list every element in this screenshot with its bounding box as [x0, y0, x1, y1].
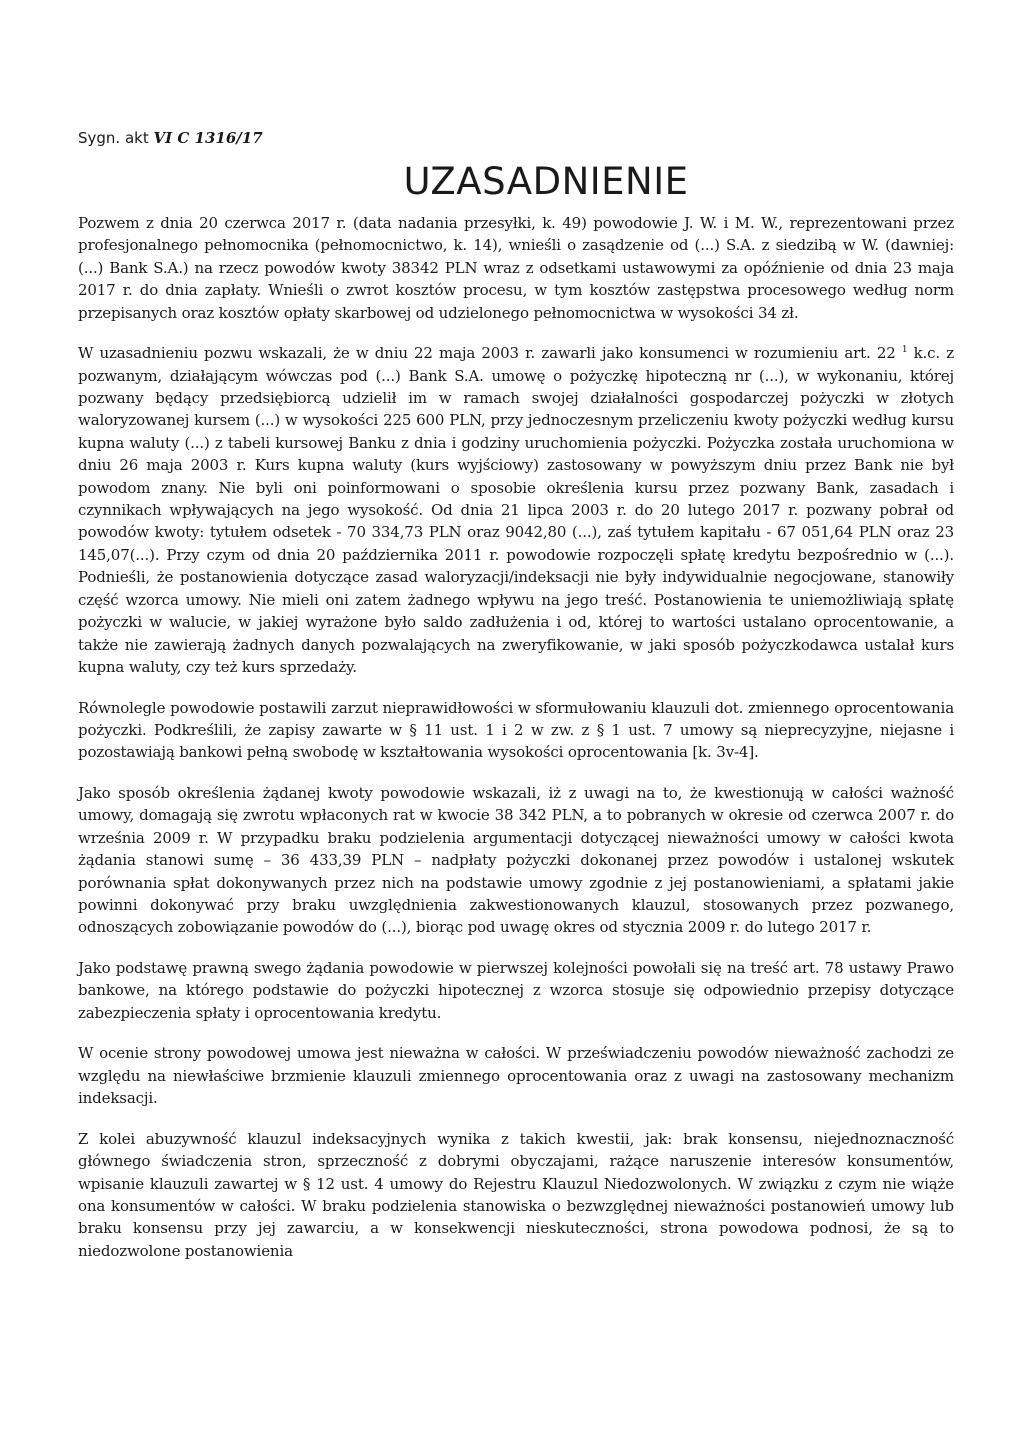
paragraph-2 — [78, 342, 954, 678]
case-reference — [78, 128, 954, 148]
paragraph-5: Jako podstawę prawną swego żądania powodowie w pierwszej kolejności powołali się na treść art. 78 ustawy Prawo bankowe, na którego podstawie do pożyczki hipotecznej z wzorca stosuje się odpowiednio przepisy dotyczące zabezpieczenia spłaty i oprocentowania kredytu. — [78, 958, 954, 1022]
paragraph-2-text-a: W uzasadnieniu pozwu wskazali, że w dniu 22 maja 2003 r. zawarli jako konsumenci w rozumieniu art. 22 — [78, 344, 896, 363]
case-reference-prefix: Sygn. akt — [78, 129, 154, 147]
paragraph-6: W ocenie strony powodowej umowa jest nieważna w całości. W przeświadczeniu powodów nieważność zachodzi ze względu na niewłaściwe brzmienie klauzuli zmiennego oprocentowania oraz z uwagi na zastosowany mechanizm indeksacji. — [78, 1044, 954, 1108]
document-page — [78, 128, 954, 1262]
paragraph-1: Pozwem z dnia 20 czerwca 2017 r. (data nadania przesyłki, k. 49) powodowie J. W. i M. W., reprezentowani przez profesjonalnego pełnomocnika (pełnomocnictwo, k. 14), wnieśli o zasądzenie od (...) S.A. z siedzibą w W. (dawniej: (...) Bank S.A.) na rzecz powodów kwoty 38342 PLN wraz z odsetkami ustawowymi za opóźnienie od dnia 23 maja 2017 r. do dnia zapłaty. Wnieśli o zwrot kosztów procesu, w tym kosztów zastępstwa procesowego według norm przepisanych oraz kosztów opłaty skarbowej od udzielonego pełnomocnictwa w wysokości 34 zł. — [78, 214, 954, 322]
paragraph-2-text-b: k.c. z pozwanym, działającym wówczas pod (...) Bank S.A. umowę o pożyczkę hipoteczną nr (...), w wykonaniu, której pozwany będący przedsiębiorcą udzielił im w ramach swojej działalności gospodarczej pożyczki w złotych waloryzowanej kursem (...) w wysokości 225 600 PLN, przy jednoczesnym przeliczeniu kwoty pożyczki według kursu kupna waluty (...) z tabeli kursowej Banku z dnia i godziny uruchomienia pożyczki. Pożyczka została uruchomiona w dniu 26 maja 2003 r. Kurs kupna waluty (kurs wyjściowy) zastosowany w powyższym dniu przez Bank nie był powodom znany. Nie byli oni poinformowani o sposobie określenia kursu przez pozwany Bank, zasadach i czynnikach wpływających na jego wysokość. Od dnia 21 lipca 2003 r. do 20 lutego 2017 r. pozwany pobrał od powodów kwoty: tytułem odsetek - 70 334,73 PLN oraz 9042,80 (...), zaś tytułem kapitału - 67 051,64 PLN oraz 23 145,07(...). Przy czym od dnia 20 października 2011 r. powodowie rozpoczęli spłatę kredytu bezpośrednio w (...). Podnieśli, że postanowienia dotyczące zasad waloryzacji/indeksacji nie były indywidualnie negocjowane, stanowiły część wzorca umowy. Nie mieli oni zatem żadnego wpływu na jego treść. Postanowienia te uniemożliwiają spłatę pożyczki w walucie, w jakiej wyrażone było saldo zadłużenia i od, której to wartości ustalano oprocentowanie, a także nie zawierają żadnych danych pozwalających na zweryfikowanie, w jaki sposób pożyczkodawca ustalał kurs kupna waluty, czy też kurs sprzedaży. — [78, 344, 954, 676]
document-title: UZASADNIENIE — [403, 160, 689, 203]
paragraph-4: Jako sposób określenia żądanej kwoty powodowie wskazali, iż z uwagi na to, że kwestionują w całości ważność umowy, domagają się zwrotu wpłaconych rat w kwocie 38 342 PLN, a to pobranych w okresie od czerwca 2007 r. do września 2009 r. W przypadku braku podzielenia argumentacji dotyczącej nieważności umowy w całości kwota żądania stanowi sumę – 36 433,39 PLN – nadpłaty pożyczki dokonanej przez powodów i ustalonej wskutek porównania spłat dokonywanych przez nich na podstawie umowy zgodnie z jej postanowieniami, a spłatami jakie powinni dokonywać przy braku uwzględnienia zakwestionowanych klauzul, stosowanych przez pozwanego, odnoszących zobowiązanie powodów do (...), biorąc pod uwagę okres od stycznia 2009 r. do lutego 2017 r. — [78, 783, 954, 937]
article-superscript: 1 — [901, 345, 908, 356]
case-number: VI C 1316/17 — [153, 129, 263, 147]
paragraph-7: Z kolei abuzywność klauzul indeksacyjnych wynika z takich kwestii, jak: brak konsensu, niejednoznaczność głównego świadczenia stron, sprzeczność z dobrymi obyczajami, rażące naruszenie interesów konsumentów, wpisanie klauzuli zawartej w § 12 ust. 4 umowy do Rejestru Klauzul Niedozwolonych. W związku z czym nie wiąże ona konsumentów w całości. W braku podzielenia stanowiska o bezwzględnej nieważności postanowień umowy lub braku konsensu przy jej zawarciu, a w konsekwencji nieskuteczności, strona powodowa podnosi, że są to niedozwolone postanowienia — [78, 1129, 954, 1260]
paragraph-3: Równolegle powodowie postawili zarzut nieprawidłowości w sformułowaniu klauzuli dot. zmiennego oprocentowania pożyczki. Podkreślili, że zapisy zawarte w § 11 ust. 1 i 2 w zw. z § 1 ust. 7 umowy są nieprecyzyjne, niejasne i pozostawiają bankowi pełną swobodę w kształtowania wysokości oprocentowania [k. 3v-4]. — [78, 698, 954, 762]
